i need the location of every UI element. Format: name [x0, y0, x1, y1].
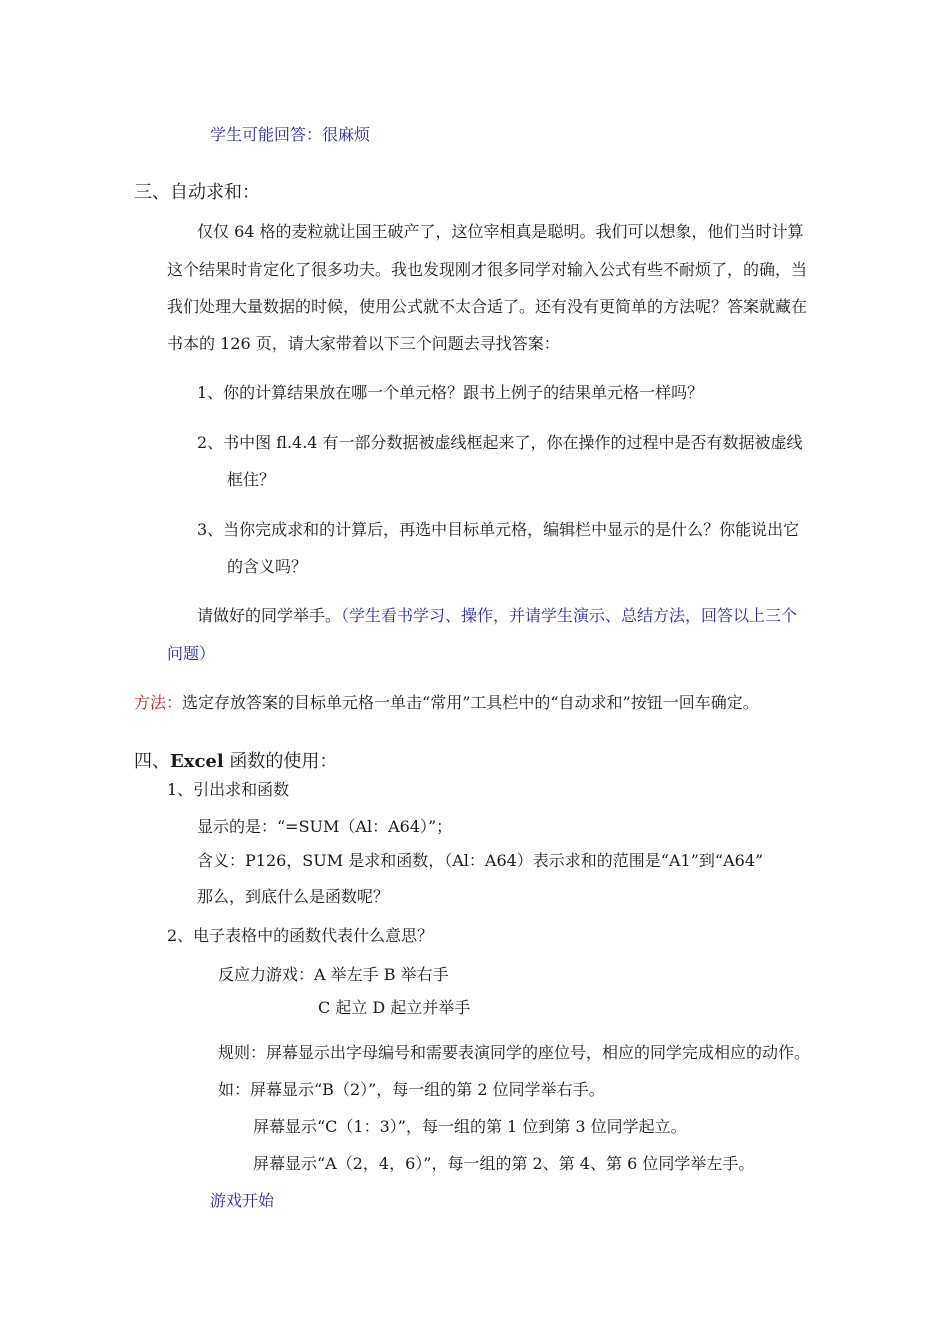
question-3-line1: 3、当你完成求和的计算后，再选中目标单元格，编辑栏中显示的是什么？你能说出它 — [197, 520, 800, 539]
section4-heading-prefix: 四、 — [134, 751, 170, 772]
section4-heading-excel: Excel — [170, 751, 224, 772]
method-line — [134, 692, 759, 714]
section4-heading-suffix: 函数的使用： — [223, 751, 338, 772]
question-3-line2: 的含义吗？ — [227, 557, 308, 576]
section3-paragraph-line3: 我们处理大量数据的时候，使用公式就不太合适了。还有没有更简单的方法呢？答案就藏在 — [167, 297, 808, 316]
section3-paragraph-line4: 书本的 126 页，请大家带着以下三个问题去寻找答案： — [167, 334, 560, 353]
question-2-line1: 2、书中图 fl.4.4 有一部分数据被虚线框起来了，你在操作的过程中是否有数据被虚线 — [197, 433, 803, 452]
question-1: 1、你的计算结果放在哪一个单元格？跟书上例子的结果单元格一样吗？ — [197, 383, 704, 402]
section4-heading — [134, 751, 337, 773]
example-3: 屏幕显示“A（2，4，6）”，每一组的第 2、第 4、第 6 位同学举左手。 — [253, 1154, 755, 1173]
invite-note: （学生看书学习、操作，并请学生演示、总结方法，回答以上三个 — [341, 606, 798, 625]
game-line2: C 起立 D 起立并举手 — [318, 998, 471, 1017]
section3-paragraph-line2: 这个结果时肯定化了很多功夫。我也发现刚才很多同学对输入公式有些不耐烦了，的确，当 — [167, 260, 808, 279]
formula-meaning: 含义：P126，SUM 是求和函数，（Al：A64）表示求和的范围是“A1”到“A64” — [197, 851, 764, 870]
item-1: 1、引出求和函数 — [167, 780, 290, 799]
function-question: 那么，到底什么是函数呢？ — [197, 887, 390, 906]
invite-text: 请做好的同学举手。 — [197, 606, 342, 625]
game-start: 游戏开始 — [210, 1191, 275, 1210]
student-answer: 学生可能回答：很麻烦 — [210, 125, 371, 144]
invite-line — [197, 605, 797, 627]
game-line1: 反应力游戏：A 举左手 B 举右手 — [218, 965, 449, 984]
section3-heading: 三、自动求和： — [134, 182, 260, 203]
shown-formula: 显示的是：“=SUM（Al：A64）”； — [197, 817, 453, 836]
game-rules: 规则：屏幕显示出字母编号和需要表演同学的座位号，相应的同学完成相应的动作。 — [218, 1043, 811, 1062]
question-2-line2: 框住？ — [227, 470, 276, 489]
example-1: 如：屏幕显示“B（2）”，每一组的第 2 位同学举右手。 — [218, 1080, 605, 1099]
section3-paragraph-line1: 仅仅 64 格的麦粒就让国王破产了，这位宰相真是聪明。我们可以想象，他们当时计算 — [197, 222, 804, 241]
item-2: 2、电子表格中的函数代表什么意思？ — [167, 926, 434, 945]
example-2: 屏幕显示“C（1：3）”，每一组的第 1 位到第 3 位同学起立。 — [253, 1117, 687, 1136]
method-text: 选定存放答案的目标单元格一单击“常用”工具栏中的“自动求和”按钮一回车确定。 — [182, 693, 759, 712]
invite-note-line2: 问题） — [167, 644, 216, 663]
method-label: 方法： — [134, 693, 183, 712]
